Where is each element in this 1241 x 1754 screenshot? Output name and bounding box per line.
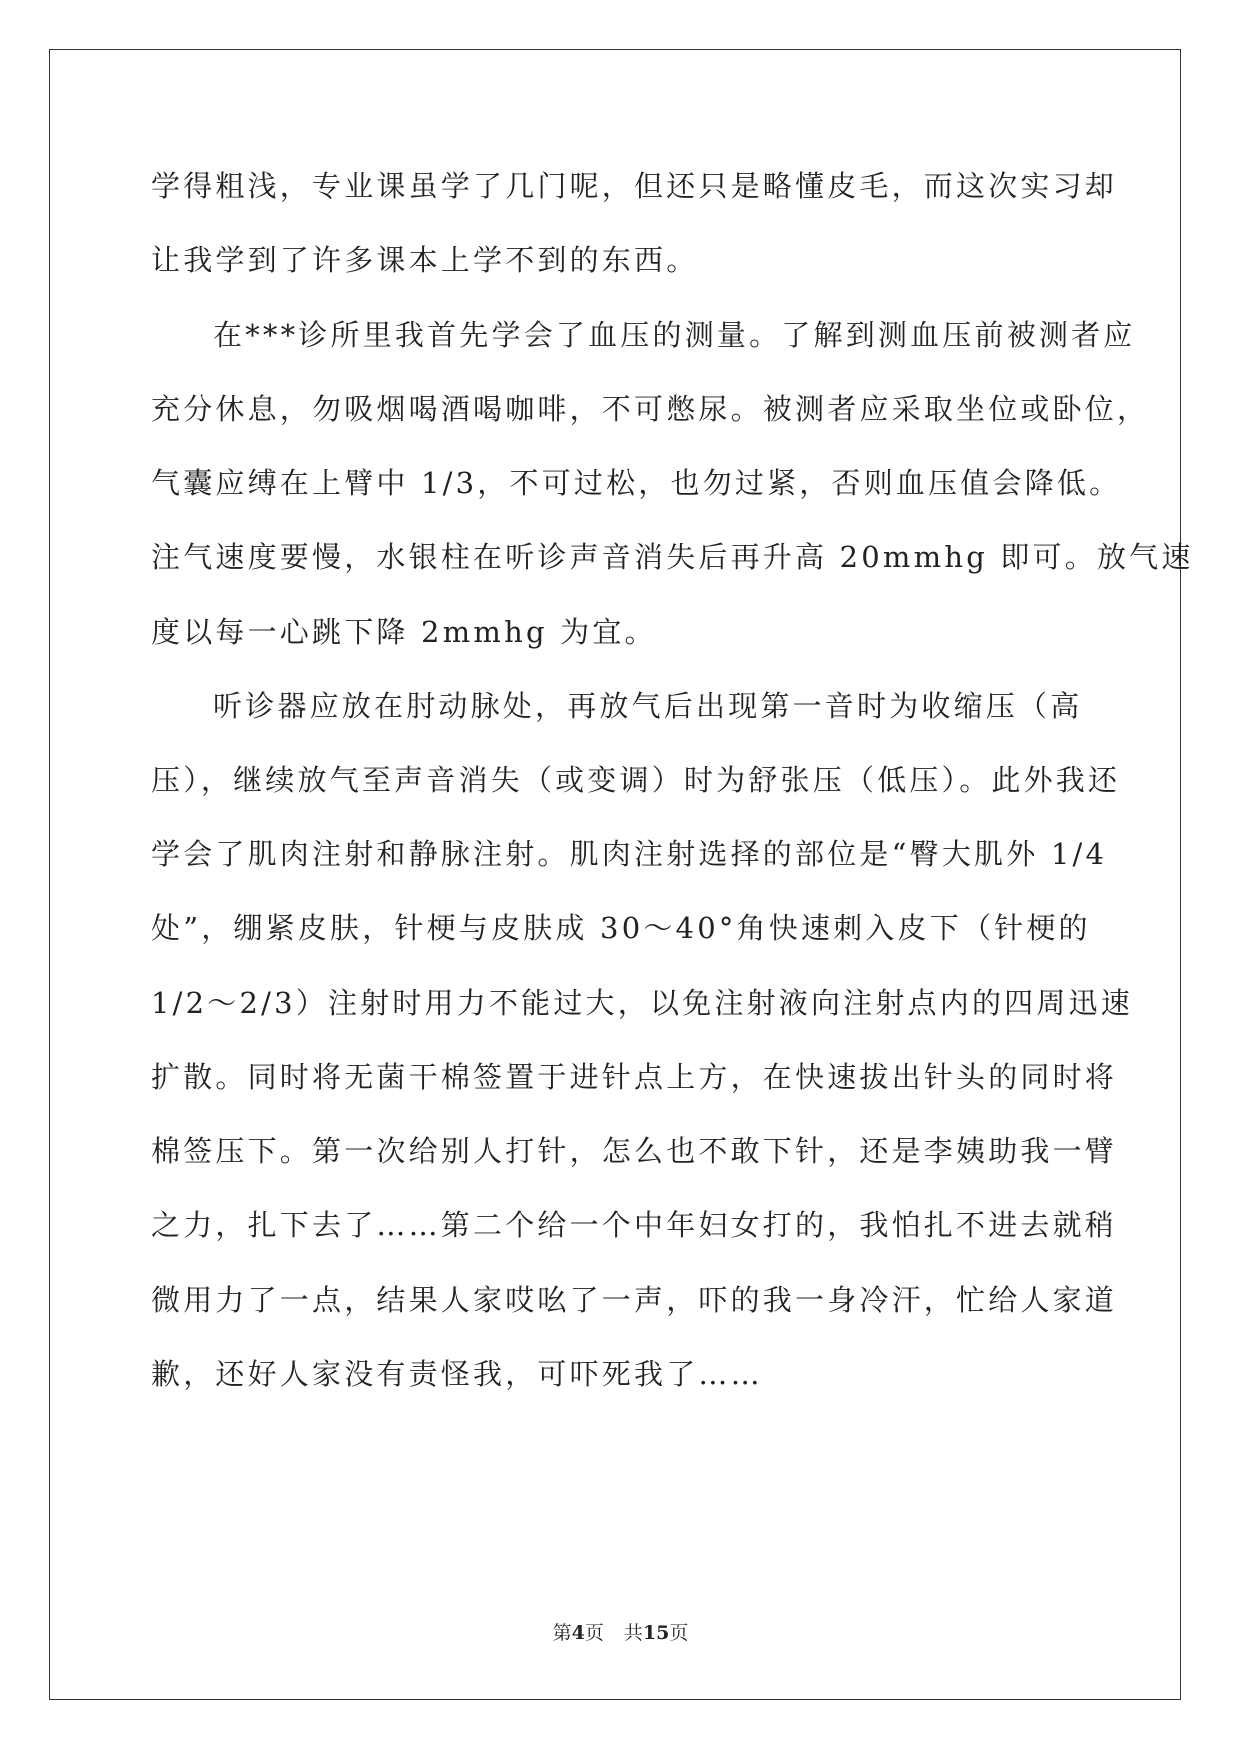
page-footer [0, 1618, 1241, 1645]
total-page-number: 15 [642, 1622, 670, 1644]
text-line: 之力，扎下去了……第二个给一个中年妇女打的，我怕扎不进去就稍 [151, 1208, 1118, 1242]
page-unit: 页 [584, 1622, 604, 1644]
text-line: 在***诊所里我首先学会了血压的测量。了解到测血压前被测者应 [213, 318, 1136, 352]
text-line: 气囊应缚在上臂中 1/3，不可过松，也勿过紧，否则血压值会降低。 [151, 466, 1122, 500]
text-line: 注气速度要慢，水银柱在听诊声音消失后再升高 20mmhg 即可。放气速 [151, 540, 1194, 574]
text-line: 1/2～2/3）注射时用力不能过大，以免注射液向注射点内的四周迅速 [151, 986, 1133, 1020]
text-line: 压），继续放气至声音消失（或变调）时为舒张压（低压）。此外我还 [151, 763, 1121, 797]
text-line: 棉签压下。第一次给别人打针，怎么也不敢下针，还是李姨助我一臂 [151, 1134, 1118, 1168]
text-line: 学会了肌肉注射和静脉注射。肌肉注射选择的部位是“臀大肌外 1/4 [151, 837, 1108, 871]
total-prefix: 共 [623, 1622, 643, 1644]
total-unit: 页 [669, 1622, 689, 1644]
text-line: 度以每一心跳下降 2mmhg 为宜。 [151, 615, 657, 649]
text-line: 让我学到了许多课本上学不到的东西。 [151, 243, 699, 277]
page-border [49, 49, 1181, 1700]
text-line: 扩散。同时将无菌干棉签置于进针点上方，在快速拔出针头的同时将 [151, 1060, 1118, 1094]
text-line: 处”，绷紧皮肤，针梗与皮肤成 30～40°角快速刺入皮下（针梗的 [151, 911, 1091, 945]
text-line: 微用力了一点，结果人家哎吆了一声，吓的我一身冷汗，忙给人家道 [151, 1283, 1118, 1317]
text-line: 充分休息，勿吸烟喝酒喝咖啡，不可憋尿。被测者应采取坐位或卧位， [151, 392, 1150, 426]
text-line: 听诊器应放在肘动脉处，再放气后出现第一音时为收缩压（高 [213, 689, 1083, 723]
current-page-number: 4 [571, 1622, 585, 1644]
page-prefix: 第 [552, 1622, 572, 1644]
text-line: 学得粗浅，专业课虽学了几门呢，但还只是略懂皮毛，而这次实习却 [151, 169, 1118, 203]
text-line: 歉，还好人家没有责怪我，可吓死我了…… [151, 1357, 763, 1391]
